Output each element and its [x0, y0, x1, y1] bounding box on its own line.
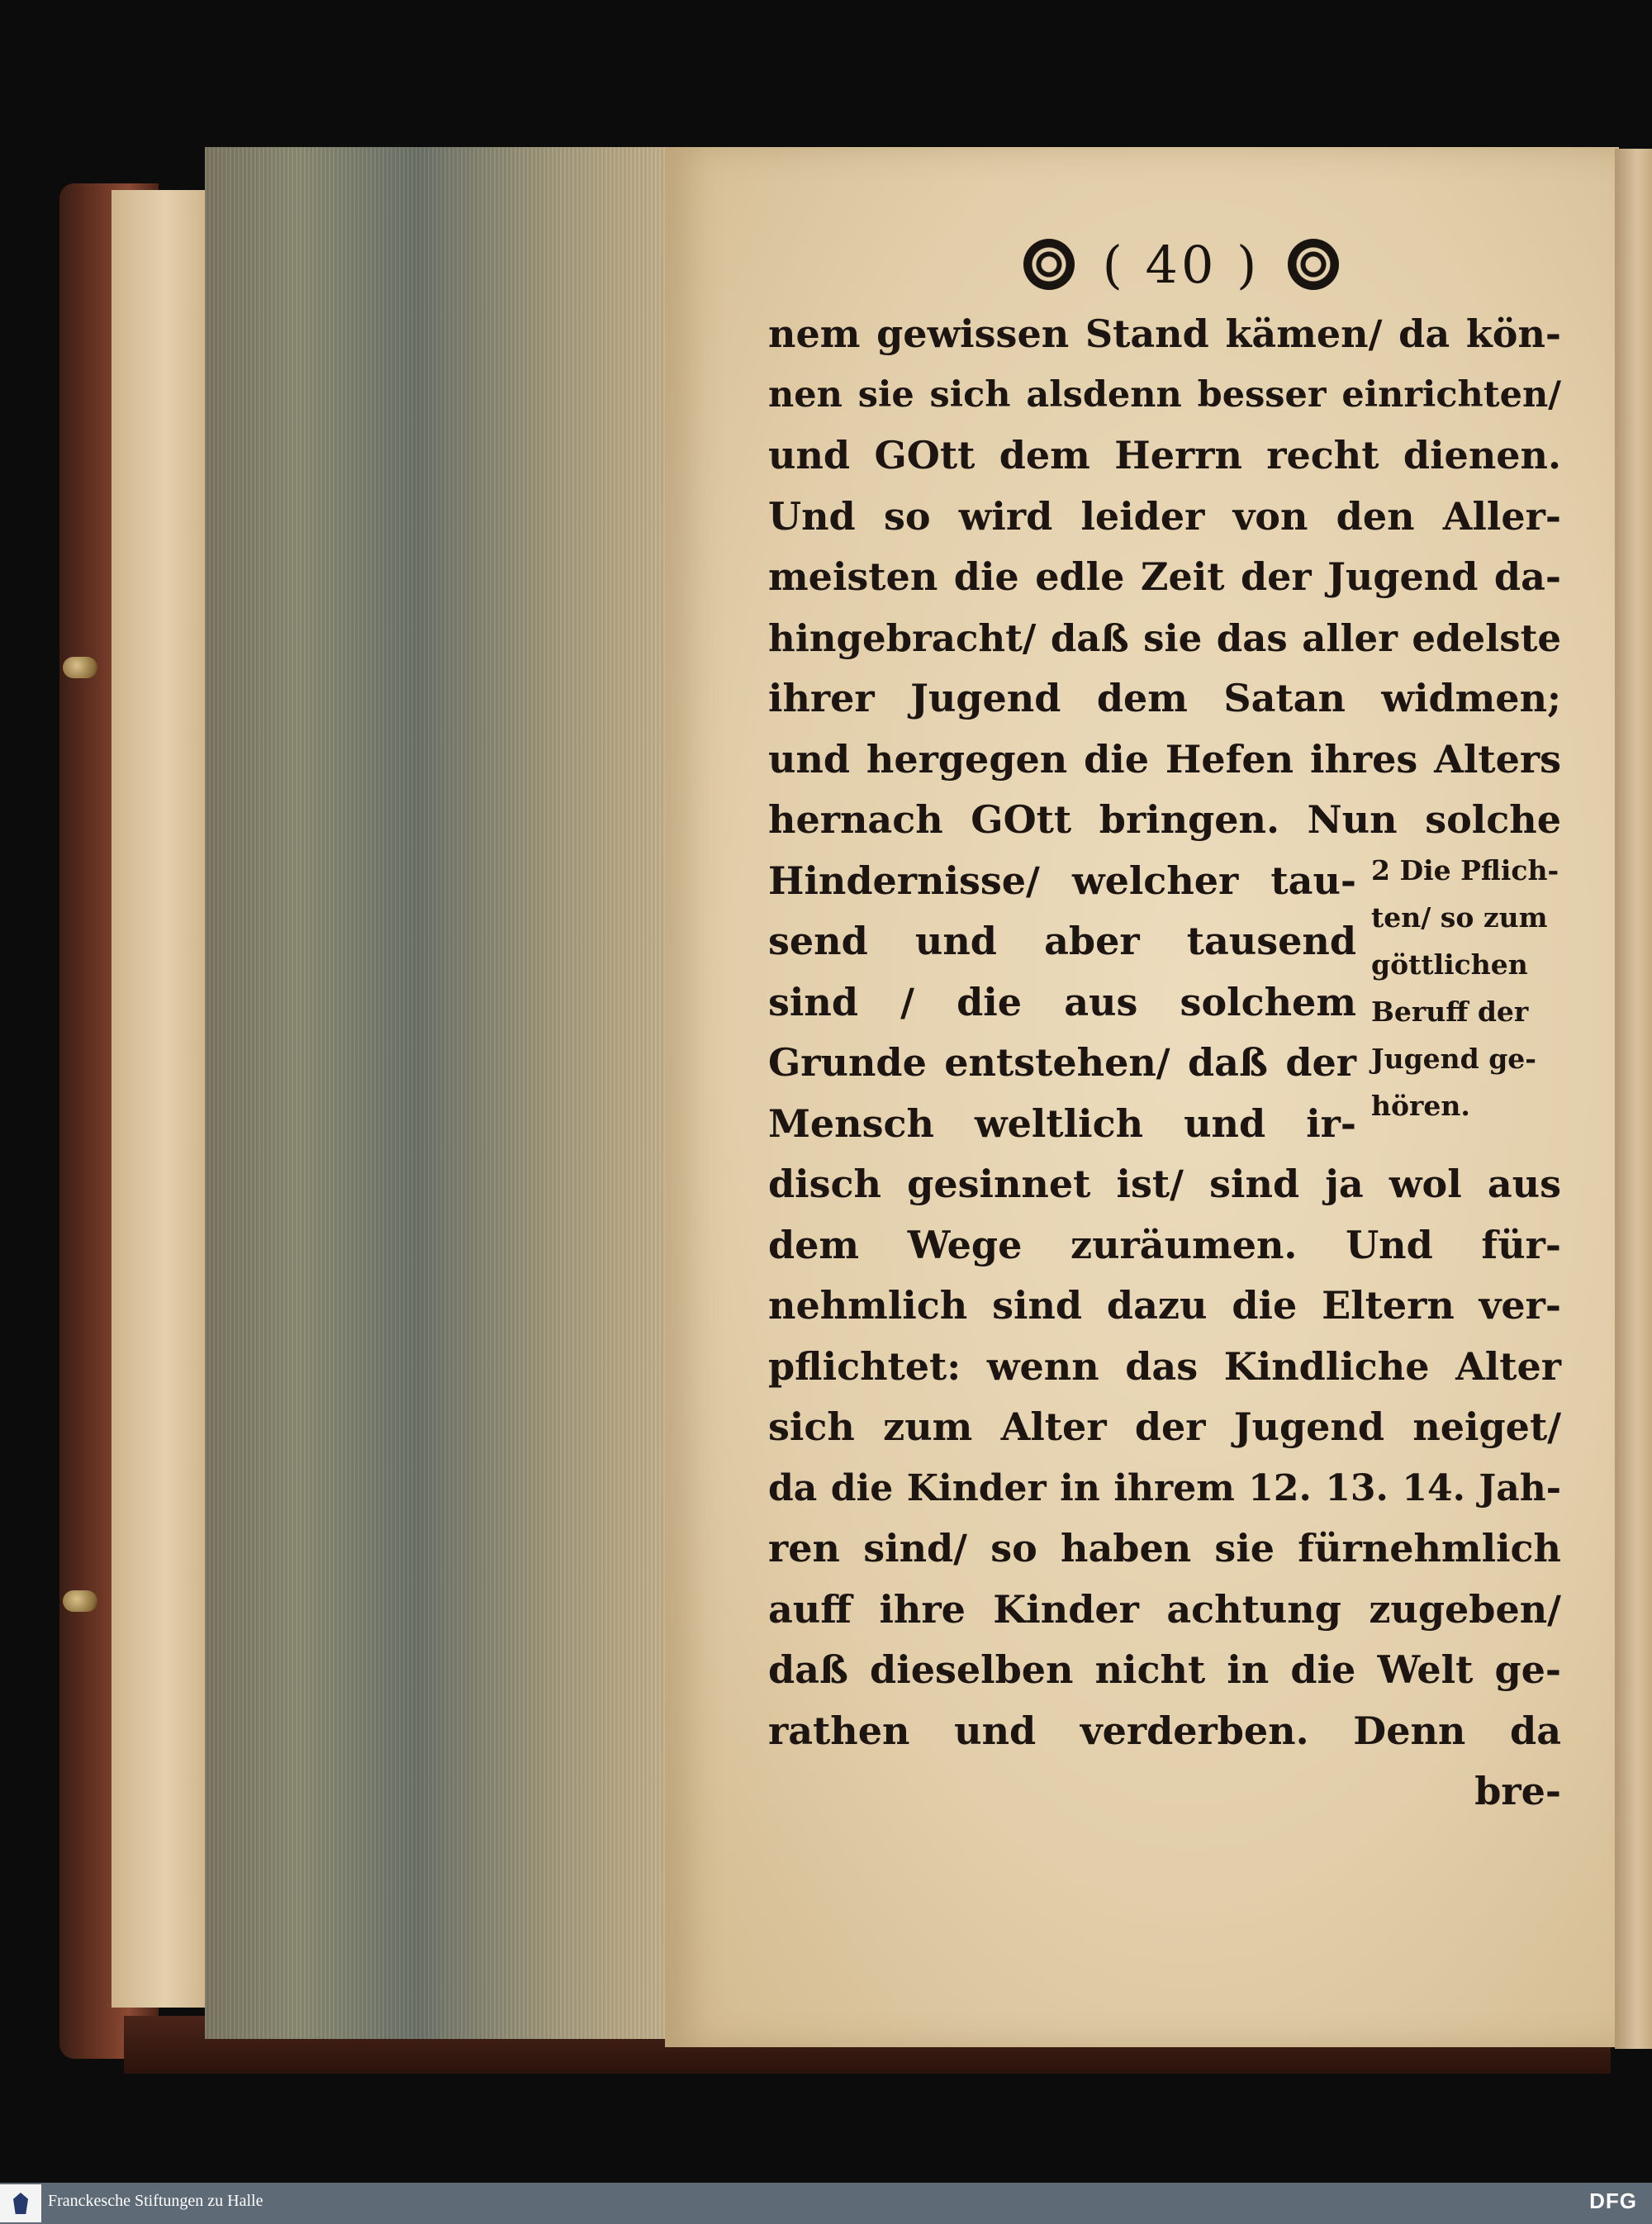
page-block-edge: [205, 147, 676, 2039]
clasp-upper: [63, 657, 97, 678]
text-line: daß dieselben nicht in die Welt ge-: [768, 1647, 1561, 1692]
text-line: Mensch weltlich und ir-: [768, 1100, 1356, 1146]
text-line: sind / die aus solchem: [768, 979, 1356, 1024]
text-line: send und aber tausend: [768, 919, 1356, 963]
text-line: sich zum Alter der Jugend neiget/: [768, 1404, 1561, 1449]
text-line: ren sind/ so haben sie fürnehmlich: [768, 1526, 1561, 1571]
text-line: nem gewissen Stand kämen/ da kön-: [768, 311, 1561, 356]
logo-mark: [13, 2193, 28, 2214]
marginal-note: [1371, 847, 1569, 1129]
text-line: meisten die edle Zeit der Jugend da-: [768, 554, 1561, 599]
text-line: da die Kinder in ihrem 12. 13. 14. Jah-: [768, 1466, 1561, 1509]
text-line: ihrer Jugend dem Satan widmen;: [768, 676, 1561, 720]
text-line: Grunde entstehen/ daß der: [768, 1040, 1356, 1085]
text-line: Hindernisse/ welcher tau-: [768, 858, 1356, 903]
text-line: Und so wird leider von den Aller-: [768, 493, 1561, 539]
page-header: [1008, 227, 1355, 302]
page-number: ( 40 ): [1102, 234, 1260, 295]
text-line: nehmlich sind dazu die Eltern ver-: [768, 1283, 1561, 1328]
rosette-icon: [1288, 239, 1339, 290]
text-line: hingebracht/ daß sie das aller edelste: [768, 615, 1561, 660]
marginal-line: 2 Die Pflich-: [1371, 854, 1559, 886]
book-board: [112, 190, 219, 2008]
marginal-line: ten/ so zum: [1371, 901, 1548, 934]
text-line: pflichtet: wenn das Kindliche Alter: [768, 1343, 1561, 1389]
franckesche-logo-icon[interactable]: [0, 2184, 41, 2222]
text-line: nen sie sich alsdenn besser einrichten/: [768, 373, 1561, 416]
text-line: dem Wege zuräumen. Und für-: [768, 1222, 1561, 1267]
text-line: auff ihre Kinder achtung zugeben/: [768, 1586, 1561, 1632]
text-line: disch gesinnet ist/ sind ja wol aus: [768, 1162, 1561, 1206]
institution-name[interactable]: Franckesche Stiftungen zu Halle: [48, 2192, 263, 2210]
marginal-line: göttlichen: [1371, 948, 1528, 981]
marginal-line: hören.: [1371, 1090, 1470, 1122]
text-line: hernach GOtt bringen. Nun solche: [768, 797, 1561, 842]
clasp-lower: [63, 1590, 97, 1612]
text-line: rathen und verderben. Denn da: [768, 1708, 1561, 1753]
dfg-logo[interactable]: DFG: [1589, 2188, 1637, 2213]
marginal-line: Beruff der: [1371, 996, 1529, 1028]
text-line: und GOtt dem Herrn recht dienen.: [768, 433, 1561, 478]
next-page-edge: [1615, 149, 1652, 2049]
marginal-line: Jugend ge-: [1371, 1043, 1536, 1075]
rosette-icon: [1023, 239, 1075, 290]
catchword: bre-: [1474, 1769, 1561, 1813]
text-line: und hergegen die Hefen ihres Alters: [768, 736, 1561, 782]
